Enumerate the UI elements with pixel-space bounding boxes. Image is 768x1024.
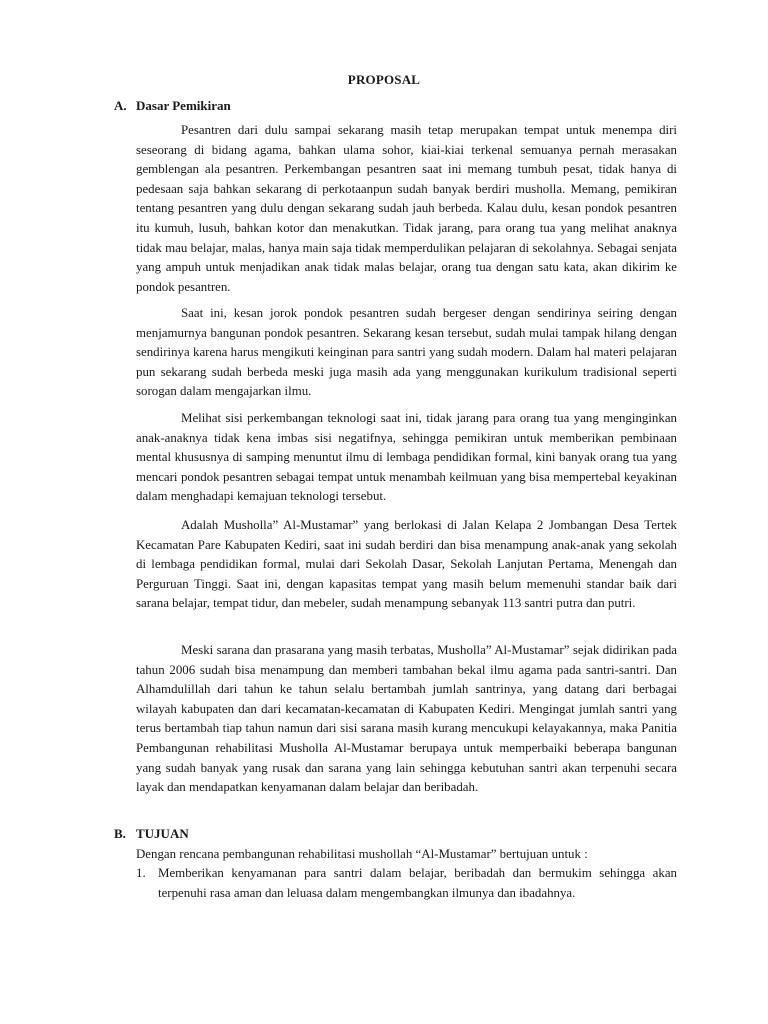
paragraph-4-text: Adalah Musholla” Al-Mustamar” yang berlokasi di Jalan Kelapa 2 Jombangan Desa Tertek Kecamatan Pare Kabupaten Kediri, saat ini sudah berdiri dan bisa menampung anak-anak yang sekolah di lembaga pendidikan formal, mulai dari Sekolah Dasar, Sekolah Lanjutan Pertama, Menengah dan Perguruan Tinggi. Saat ini, dengan kapasitas tempat yang masih belum memenuhi standar baik dari sarana belajar, tempat tidur, dan mebeler, sudah menampung sebanyak 113 santri putra dan putri. [136, 518, 677, 611]
paragraph-2 [136, 304, 677, 402]
paragraph-5-text: Meski sarana dan prasarana yang masih terbatas, Musholla” Al-Mustamar” sejak didirikan pada tahun 2006 sudah bisa menampung dan memberi tambahan bekal ilmu agama pada santri-santri. Dan Alhamdulillah dari tahun ke tahun selalu bertambah jumlah santrinya, yang datang dari berbagai wilayah kabupaten dan dari kecamatan-kecamatan di Kabupaten Kediri. Mengingat jumlah santri yang terus bertambah tiap tahun namun dari sisi sarana masih kurang mencukupi kelayakannya, maka Panitia Pembangunan rehabilitasi Musholla Al-Mustamar berupaya untuk memperbaiki beberapa bangunan yang sudah banyak yang rusak dan sarana yang lain sehingga kebutuhan santri akan terpenuhi secara layak dan mendapatkan kenyamanan dalam belajar dan beribadah. [136, 643, 677, 795]
section-a-number: A. [114, 98, 127, 113]
paragraph-2-text: Saat ini, kesan jorok pondok pesantren sudah bergeser dengan sendirinya seiring dengan menjamurnya bangunan pondok pesantren. Sekarang kesan tersebut, sudah mulai tampak hilang dengan sendirinya karena harus mengikuti keinginan para santri yang sudah modern. Dalam hal materi pelajaran pun sekarang sudah berbeda meski juga masih ada yang menggunakan kurikulum tradisional seperti sorogan dalam mengajarkan ilmu. [136, 306, 677, 399]
paragraph-1 [136, 121, 677, 297]
section-a-heading [114, 96, 231, 116]
paragraph-5 [136, 641, 677, 798]
list-item-text: Memberikan kenyamanan para santri dalam belajar, beribadah dan bermukim sehingga akan terpenuhi rasa aman dan leluasa dalam mengembangkan ilmunya dan ibadahnya. [158, 866, 677, 900]
document-title: PROPOSAL [347, 72, 421, 87]
paragraph-3-text: Melihat sisi perkembangan teknologi saat ini, tidak jarang para orang tua yang menginginkan anak-anaknya tidak kena imbas sisi negatifnya, sehingga pemikiran untuk memberikan pembinaan mental khususnya di samping menuntut ilmu di lembaga pendidikan formal, kini banyak orang tua yang mencari pondok pesantren sebagai tempat untuk menambah keilmuan yang bisa mempertebal keyakinan dalam menghadapi kemajuan teknologi tersebut. [136, 411, 677, 504]
section-a-title: Dasar Pemikiran [136, 98, 231, 113]
paragraph-1-text: Pesantren dari dulu sampai sekarang masih tetap merupakan tempat untuk menempa diri seseorang di bidang agama, bahkan ulama sohor, kiai-kiai terkenal semuanya pernah merasakan gemblengan ala pesantren. Perkembangan pesantren saat ini memang tumbuh pesat, tidak hanya di pedesaan saja bahkan sekarang di perkotaanpun sudah banyak berdiri musholla. Memang, pemikiran tentang pesantren yang dulu dengan sekarang sudah jauh berbeda. Kalau dulu, kesan pondok pesantren itu kumuh, lusuh, bahkan kotor dan menakutkan. Tidak jarang, para orang tua yang melihat anaknya tidak mau belajar, malas, hanya main saja tidak memperdulikan pelajaran di sekolahnya. Sebagai senjata yang ampuh untuk menjadikan anak tidak malas belajar, orang tua dengan satu kata, akan dikirim ke pondok pesantren. [136, 123, 677, 294]
paragraph-4 [136, 516, 677, 614]
list-item-number: 1. [136, 866, 146, 880]
section-b-number: B. [114, 826, 126, 841]
section-b-intro: Dengan rencana pembangunan rehabilitasi mushollah “Al-Mustamar” bertujuan untuk : [136, 847, 588, 861]
section-b-title: TUJUAN [136, 826, 189, 841]
list-item [136, 864, 677, 903]
paragraph-3 [136, 409, 677, 507]
section-b-heading [114, 824, 189, 844]
